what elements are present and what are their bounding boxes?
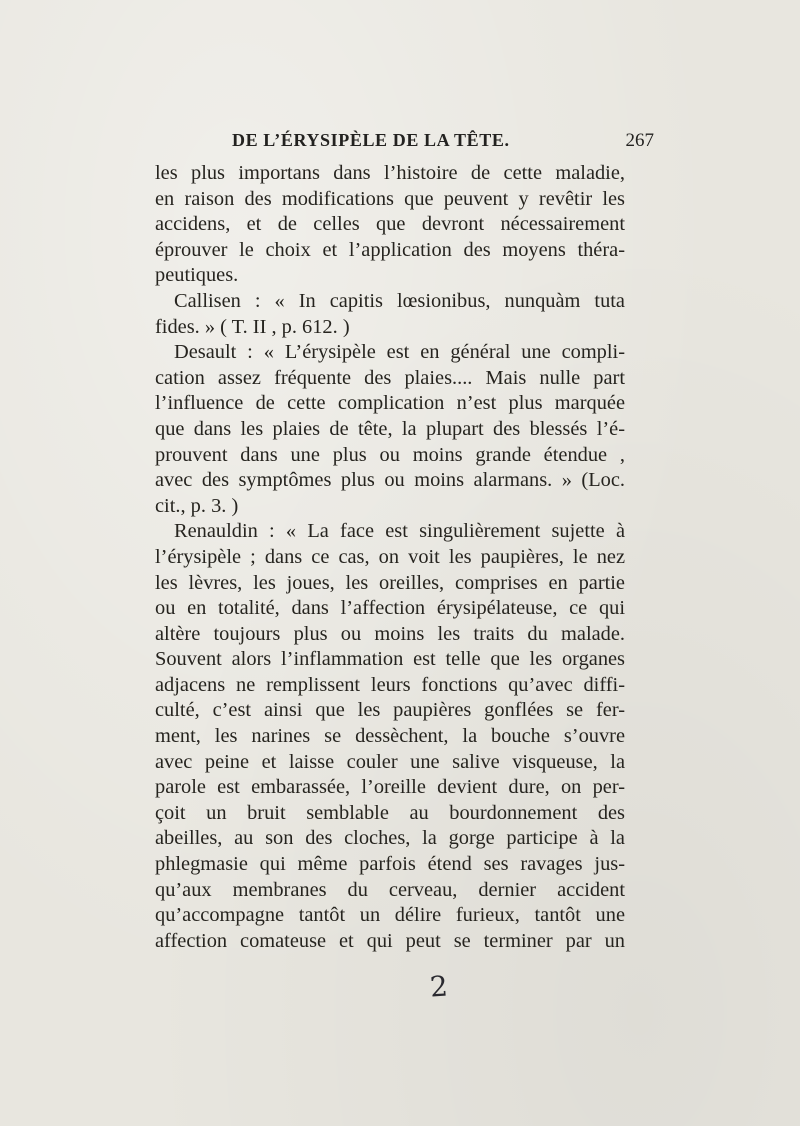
text-line: culté, c’est ainsi que les paupières gonflées se fer-: [155, 699, 625, 722]
text-line: Souvent alors l’inflammation est telle que les organes: [155, 648, 625, 671]
text-line: fides. » ( T. II , p. 612. ): [155, 315, 350, 338]
text-line: l’influence de cette complication n’est plus marquée: [155, 392, 625, 415]
text-line: çoit un bruit semblable au bourdonnement des: [155, 801, 625, 824]
text-line: parole est embarassée, l’oreille devient dure, on per-: [155, 776, 625, 799]
text-line: phlegmasie qui même parfois étend ses ravages jus-: [155, 853, 625, 876]
text-line: abeilles, au son des cloches, la gorge participe à la: [155, 827, 625, 850]
text-line: Desault : « L’érysipèle est en général une compli-: [174, 341, 625, 364]
text-line: Renauldin : « La face est singulièrement sujette à: [174, 520, 625, 543]
text-line: Callisen : « In capitis lœsionibus, nunquàm tuta: [174, 289, 625, 312]
running-title: DE L’ÉRYSIPÈLE DE LA TÊTE.: [232, 130, 510, 150]
text-line: en raison des modifications que peuvent y revêtir les: [155, 187, 625, 210]
text-line: avec des symptômes plus ou moins alarmans. » (Loc.: [155, 469, 625, 492]
handwritten-mark: 2: [428, 969, 449, 1004]
text-line: les lèvres, les joues, les oreilles, comprises en partie: [155, 571, 625, 594]
text-line: qu’accompagne tantôt un délire furieux, tantôt une: [155, 904, 625, 927]
text-line: qu’aux membranes du cerveau, dernier accident: [155, 878, 625, 901]
text-line: éprouver le choix et l’application des moyens théra-: [155, 238, 625, 261]
body-text: [155, 161, 625, 954]
text-line: avec peine et laisse couler une salive visqueuse, la: [155, 750, 625, 773]
text-line: ment, les narines se dessèchent, la bouche s’ouvre: [155, 725, 625, 748]
text-line: que dans les plaies de tête, la plupart des blessés l’é-: [155, 417, 625, 440]
text-line: affection comateuse et qui peut se terminer par un: [155, 929, 625, 952]
text-line: les plus importans dans l’histoire de cette maladie,: [155, 162, 625, 184]
text-line: l’érysipèle ; dans ce cas, on voit les paupières, le nez: [155, 545, 625, 568]
page-number: 267: [625, 130, 654, 151]
text-line: adjacens ne remplissent leurs fonctions qu’avec diffi-: [155, 673, 625, 696]
text-line: cit., p. 3. ): [155, 494, 239, 517]
text-line: prouvent dans une plus ou moins grande étendue ,: [155, 443, 625, 466]
text-line: accidens, et de celles que devront nécessairement: [155, 213, 625, 236]
page-header: [232, 128, 654, 154]
text-line: cation assez fréquente des plaies.... Mais nulle part: [155, 366, 625, 389]
text-line: ou en totalité, dans l’affection érysipélateuse, ce qui: [155, 597, 625, 620]
text-line: peutiques.: [155, 264, 239, 287]
text-line: altère toujours plus ou moins les traits du malade.: [155, 622, 625, 645]
